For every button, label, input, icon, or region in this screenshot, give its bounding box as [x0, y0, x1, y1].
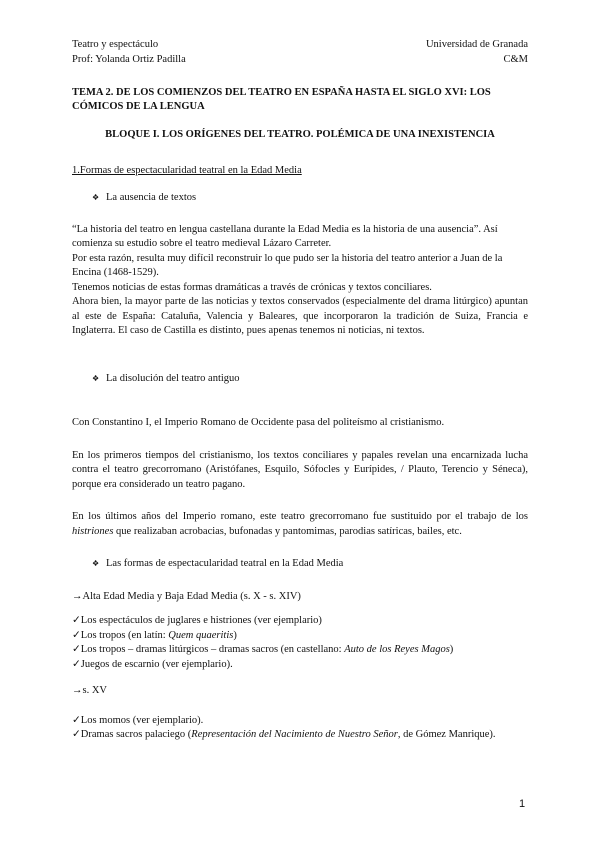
list-item-text: , de Gómez Manrique).: [397, 729, 496, 740]
bullet-heading-3: [72, 557, 528, 572]
list-item-text: ): [233, 629, 237, 641]
header-right: [426, 37, 528, 67]
bullet-heading-1: [72, 191, 528, 206]
list-item: ✓Juegos de escarnio (ver ejemplario).: [72, 658, 233, 670]
italic-title: Quem quaeritis: [168, 629, 234, 641]
paragraph: Por esta razón, resulta muy difícil reconstruir lo que pudo ser la historia del teatro anterior a Juan de la Encina (1468-1529).: [72, 252, 503, 278]
arrow-line: →s. XV: [72, 685, 108, 696]
diamond-bullet-icon: ❖: [92, 373, 100, 383]
bullet-text: Las formas de espectacularidad teatral en la Edad Media: [106, 558, 344, 569]
bullet-heading-2: [72, 372, 528, 387]
check-list-1: [72, 614, 528, 672]
check-list-2: [72, 714, 528, 743]
paragraph: Tenemos noticias de estas formas dramáticas a través de crónicas y textos conciliares.: [72, 281, 432, 293]
bullet-text: La ausencia de textos: [106, 192, 197, 203]
list-item: ✓Los momos (ver ejemplario).: [72, 714, 204, 726]
list-item-text: ✓Los tropos (en latín:: [72, 629, 169, 641]
list-item: [72, 643, 528, 658]
list-item-text: ✓Dramas sacros palaciego (: [72, 729, 192, 740]
paragraph: Ahora bien, la mayor parte de las noticias y textos conservados (especialmente del drama litúrgico) apuntan al este de España: Cataluña, Valencia y Baleares, que incorporaron la tradición de Suiza, Francia e Inglaterra. El caso de Castilla es distinto, pues apenas tenemos ni noticias, ni textos.: [72, 296, 528, 336]
italic-title: Representación del Nacimiento de Nuestro Señor: [191, 729, 398, 740]
quote-paragraph: “La historia del teatro en lengua castellana durante la Edad Media es la historia de una ausencia”. Así comienza su estudio sobre el teatro medieval Lázaro Carreter.: [72, 223, 498, 249]
list-item-text: ): [449, 644, 454, 655]
page-title: TEMA 2. DE LOS COMIENZOS DEL TEATRO EN ESPAÑA HASTA EL SIGLO XVI: LOS CÓMICOS DE LA LENGUA: [72, 87, 491, 112]
italic-term: histriones: [72, 525, 114, 537]
list-item: [72, 728, 528, 743]
paragraph: Con Constantino I, el Imperio Romano de Occidente pasa del politeísmo al cristianismo.: [72, 417, 445, 428]
paragraph: [72, 510, 528, 539]
italic-title: Auto de los Reyes Magos: [344, 644, 450, 655]
list-item: [72, 629, 528, 644]
list-item-text: ✓Los tropos – dramas litúrgicos – dramas sacros (en castellano:: [72, 644, 345, 655]
header-left: [72, 37, 186, 67]
course-code: C&M: [503, 54, 528, 65]
list-item: ✓Los espectáculos de juglares e histriones (ver ejemplario): [72, 615, 322, 626]
professor-name: Prof: Yolanda Ortiz Padilla: [72, 54, 186, 65]
university-name: Universidad de Granada: [425, 39, 528, 50]
arrow-line: →Alta Edad Media y Baja Edad Media (s. X - s. XIV): [72, 590, 301, 602]
section-heading: 1.Formas de espectacularidad teatral en la Edad Media: [72, 164, 302, 176]
diamond-bullet-icon: ❖: [92, 559, 100, 568]
course-name: Teatro y espectáculo: [72, 39, 159, 50]
document-body: [72, 86, 528, 743]
bullet-text: La disolución del teatro antiguo: [106, 372, 240, 384]
diamond-bullet-icon: ❖: [92, 193, 100, 202]
bloque-heading: BLOQUE I. LOS ORÍGENES DEL TEATRO. POLÉMICA DE UNA INEXISTENCIA: [105, 129, 495, 140]
paragraph-text: En los últimos años del Imperio romano, este teatro grecorromano fue sustituido por el trabajo de los: [72, 511, 528, 522]
paragraph-text: que realizaban acrobacias, bufonadas y pantomimas, parodias satíricas, bailes, etc.: [113, 525, 462, 537]
page-number: 1: [519, 798, 526, 810]
paragraph: En los primeros tiempos del cristianismo, los textos conciliares y papales revelan una encarnizada lucha contra el teatro grecorromano (Aristófanes, Esquilo, Sófocles y Eurípides, / Plauto, Terencio y Séneca), porque era considerado un teatro pagano.: [72, 449, 528, 490]
